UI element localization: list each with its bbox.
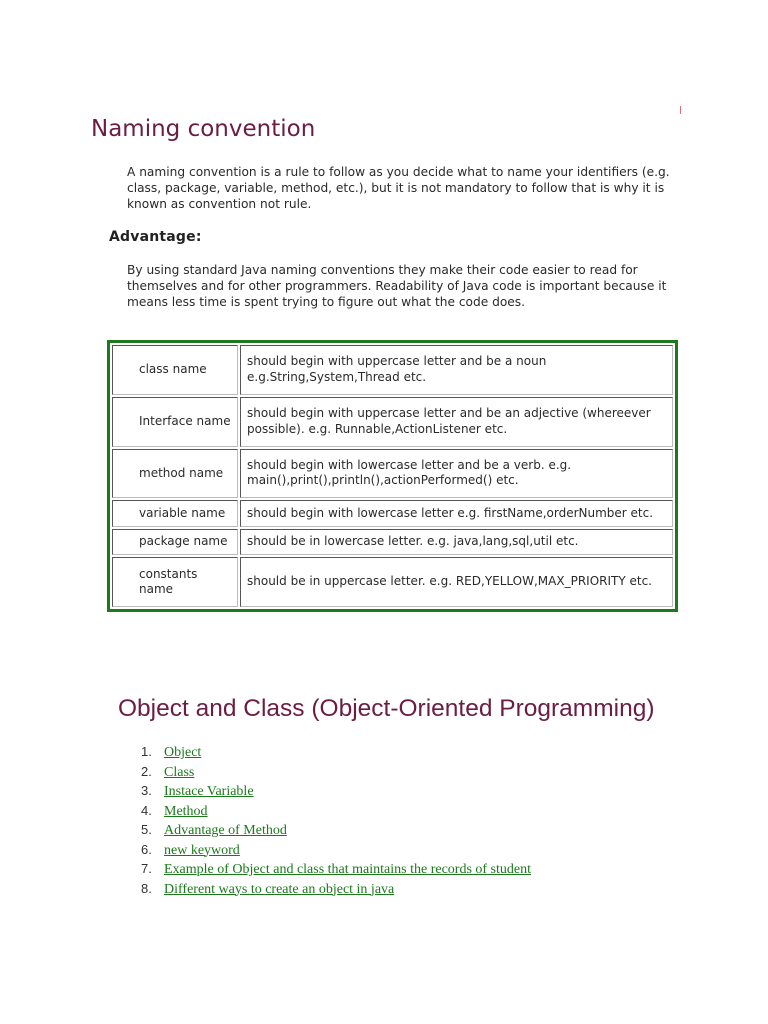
- table-cell-name: variable name: [112, 500, 238, 526]
- list-item: [126, 780, 531, 800]
- page-mark: [680, 106, 681, 114]
- table-cell-rule: should begin with lowercase letter e.g. firstName,orderNumber etc.: [240, 500, 673, 526]
- link-instance-variable[interactable]: Instace Variable: [164, 784, 254, 799]
- link-example-student-records[interactable]: Example of Object and class that maintains the records of student: [164, 862, 532, 877]
- table-cell-rule: should begin with uppercase letter and be a noun e.g.String,System,Thread etc.: [240, 345, 673, 395]
- list-number: 1.: [141, 744, 152, 759]
- list-number: 8.: [141, 880, 152, 896]
- naming-convention-table: [107, 340, 678, 612]
- list-number: 6.: [141, 841, 152, 857]
- table-cell-name: constants name: [112, 557, 238, 607]
- list-number: 3.: [141, 783, 152, 798]
- table-row: [112, 449, 673, 499]
- table-row: [112, 397, 673, 447]
- table-row: [112, 529, 673, 555]
- link-new-keyword[interactable]: new keyword: [164, 842, 240, 858]
- table-cell-name: class name: [112, 345, 238, 395]
- table-cell-name: Interface name: [112, 397, 238, 447]
- link-object[interactable]: Object: [164, 745, 202, 760]
- list-item: [126, 741, 531, 761]
- table-cell-name: package name: [112, 529, 238, 555]
- link-class[interactable]: Class: [164, 764, 195, 780]
- table-row: [112, 345, 673, 395]
- table-cell-rule: should be in lowercase letter. e.g. java,lang,sql,util etc.: [240, 529, 673, 555]
- link-method[interactable]: Method: [164, 803, 208, 819]
- table-cell-rule: should begin with uppercase letter and be an adjective (whereever possible). e.g. Runnable,ActionListener etc.: [240, 397, 673, 447]
- list-item: [126, 761, 531, 781]
- naming-convention-intro: A naming convention is a rule to follow as you decide what to name your identifiers (e.g. class, package, variable, method, etc.), but it is not mandatory to follow that is why it is known as convention not rule.: [127, 165, 670, 211]
- list-number: 7.: [141, 861, 152, 876]
- naming-convention-heading: Naming convention: [91, 116, 316, 142]
- oop-topic-list: [126, 741, 531, 897]
- naming-table-grid: [110, 343, 675, 609]
- list-item: [126, 878, 531, 898]
- table-row: [112, 500, 673, 526]
- list-item: [126, 800, 531, 820]
- table-cell-rule: should be in uppercase letter. e.g. RED,YELLOW,MAX_PRIORITY etc.: [240, 557, 673, 607]
- object-and-class-heading: Object and Class (Object-Oriented Programming): [118, 695, 655, 722]
- table-cell-name: method name: [112, 449, 238, 499]
- advantage-text: By using standard Java naming conventions they make their code easier to read for themselves and for other programmers. Readability of Java code is important because it means less time is spent trying to figure out what the code does.: [127, 263, 667, 309]
- list-number: 2.: [141, 763, 152, 779]
- list-item: [126, 839, 531, 859]
- list-number: 4.: [141, 802, 152, 818]
- table-row: [112, 557, 673, 607]
- link-ways-to-create-object[interactable]: Different ways to create an object in java: [164, 881, 395, 897]
- advantage-heading: Advantage:: [109, 229, 202, 245]
- table-cell-rule: should begin with lowercase letter and be a verb. e.g. main(),print(),println(),actionPerformed() etc.: [240, 449, 673, 499]
- list-item: [126, 858, 531, 878]
- list-number: 5.: [141, 822, 152, 837]
- link-advantage-of-method[interactable]: Advantage of Method: [164, 823, 287, 838]
- list-item: [126, 819, 531, 839]
